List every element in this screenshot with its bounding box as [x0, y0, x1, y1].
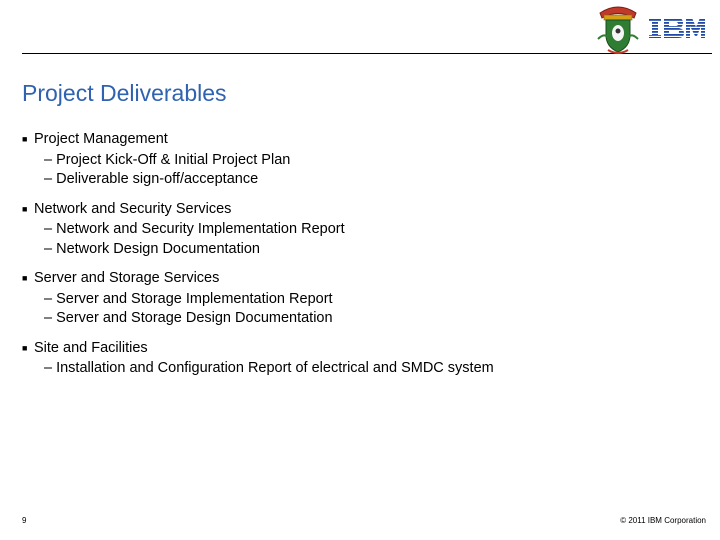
section-network-security — [22, 200, 702, 260]
section-heading: Network and Security Services — [34, 200, 232, 217]
bullet-icon: ■ — [22, 203, 28, 214]
section-heading: Server and Storage Services — [34, 270, 220, 286]
slide-title: Project Deliverables — [22, 80, 227, 106]
section-heading: Project Management — [34, 131, 168, 147]
list-item: – Project Kick-Off & Initial Project Plan — [44, 151, 291, 168]
section-site-facilities — [22, 339, 702, 379]
bullet-icon: ■ — [22, 342, 28, 353]
section-heading: Site and Facilities — [34, 339, 148, 356]
list-item: – Server and Storage Design Documentation — [44, 310, 333, 326]
bullet-icon: ■ — [22, 273, 28, 283]
section-project-management — [22, 130, 702, 190]
section-server-storage — [22, 269, 702, 329]
list-item: – Server and Storage Implementation Report — [44, 290, 333, 307]
bullet-list — [22, 130, 702, 389]
page-number: 9 — [22, 516, 27, 525]
list-item: – Network and Security Implementation Report — [44, 221, 345, 237]
crest-emblem-icon — [594, 3, 642, 55]
bullet-icon: ■ — [22, 134, 28, 144]
list-item: – Installation and Configuration Report of electrical and SMDC system — [44, 360, 494, 376]
copyright-notice: © 2011 IBM Corporation — [620, 516, 706, 525]
list-item: – Network Design Documentation — [44, 240, 260, 257]
list-item: – Deliverable sign-off/acceptance — [44, 171, 259, 187]
ibm-logo-icon — [648, 16, 706, 40]
